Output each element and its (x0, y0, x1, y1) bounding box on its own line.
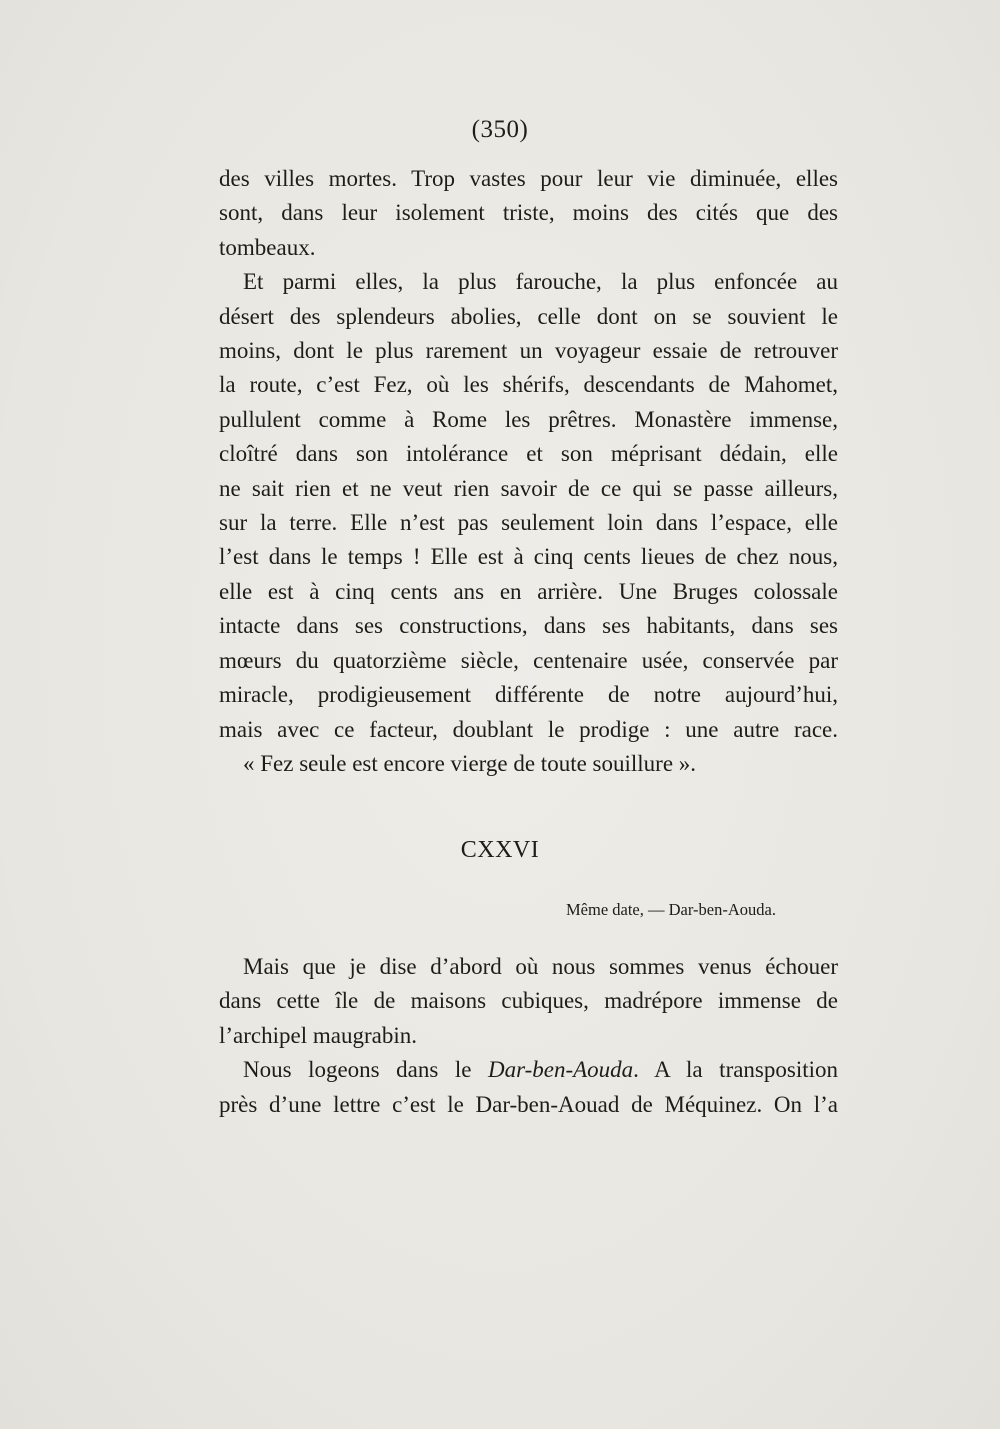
text-line: mais avec ce facteur, doublant le prodige : une autre race. (219, 716, 838, 742)
chapter-title: CXXVI (460, 837, 540, 863)
text-line: dans cette île de maisons cubiques, madrépore immense de (219, 988, 838, 1014)
text-line: moins, dont le plus rarement un voyageur essaie de retrouver (219, 338, 838, 364)
text-line: miracle, prodigieusement différente de notre aujourd’hui, (219, 682, 838, 708)
text-line: des villes mortes. Trop vastes pour leur vie diminuée, elles (219, 166, 838, 191)
text-line: l’archipel maugrabin. (219, 1022, 417, 1048)
text-line: sur la terre. Elle n’est pas seulement loin dans l’espace, elle (219, 510, 838, 536)
page-number: (350) (471, 116, 529, 143)
body-text-bottom (219, 950, 838, 1122)
text-line: sont, dans leur isolement triste, moins des cités que des (219, 200, 838, 226)
text-line: ne sait rien et ne veut rien savoir de ce qui se passe ailleurs, (219, 475, 838, 501)
text-segment: . A la transposition (633, 1057, 839, 1083)
text-line: l’est dans le temps ! Elle est à cinq cents lieues de chez nous, (219, 544, 838, 570)
body-text-top (219, 162, 838, 781)
text-line: la route, c’est Fez, où les shérifs, descendants de Mahomet, (219, 372, 838, 398)
text-line: cloîtré dans son intolérance et son méprisant dédain, elle (219, 441, 838, 467)
text-line: pullulent comme à Rome les prêtres. Monastère immense, (219, 406, 838, 432)
text-line: intacte dans ses constructions, dans ses habitants, dans ses (219, 613, 838, 639)
text-line: tombeaux. (219, 234, 316, 260)
text-line: près d’une lettre c’est le Dar-ben-Aouad de Méquinez. On l’a (219, 1091, 838, 1117)
text-line: « Fez seule est encore vierge de toute souillure ». (243, 750, 697, 776)
italic-place-name: Dar-ben-Aouda (487, 1057, 634, 1083)
text-line: mœurs du quatorzième siècle, centenaire usée, conservée par (219, 647, 838, 673)
text-segment: Nous logeons dans le (243, 1057, 488, 1083)
text-line: Mais que je dise d’abord où nous sommes venus échouer (243, 954, 838, 979)
text-line: Et parmi elles, la plus farouche, la plus enfoncée au (243, 269, 838, 295)
chapter-dateline: Même date, — Dar-ben-Aouda. (566, 900, 776, 919)
text-line: elle est à cinq cents ans en arrière. Une Bruges colossale (219, 578, 838, 604)
text-line-with-italic (219, 1053, 838, 1087)
text-line: désert des splendeurs abolies, celle dont on se souvient le (219, 303, 838, 329)
